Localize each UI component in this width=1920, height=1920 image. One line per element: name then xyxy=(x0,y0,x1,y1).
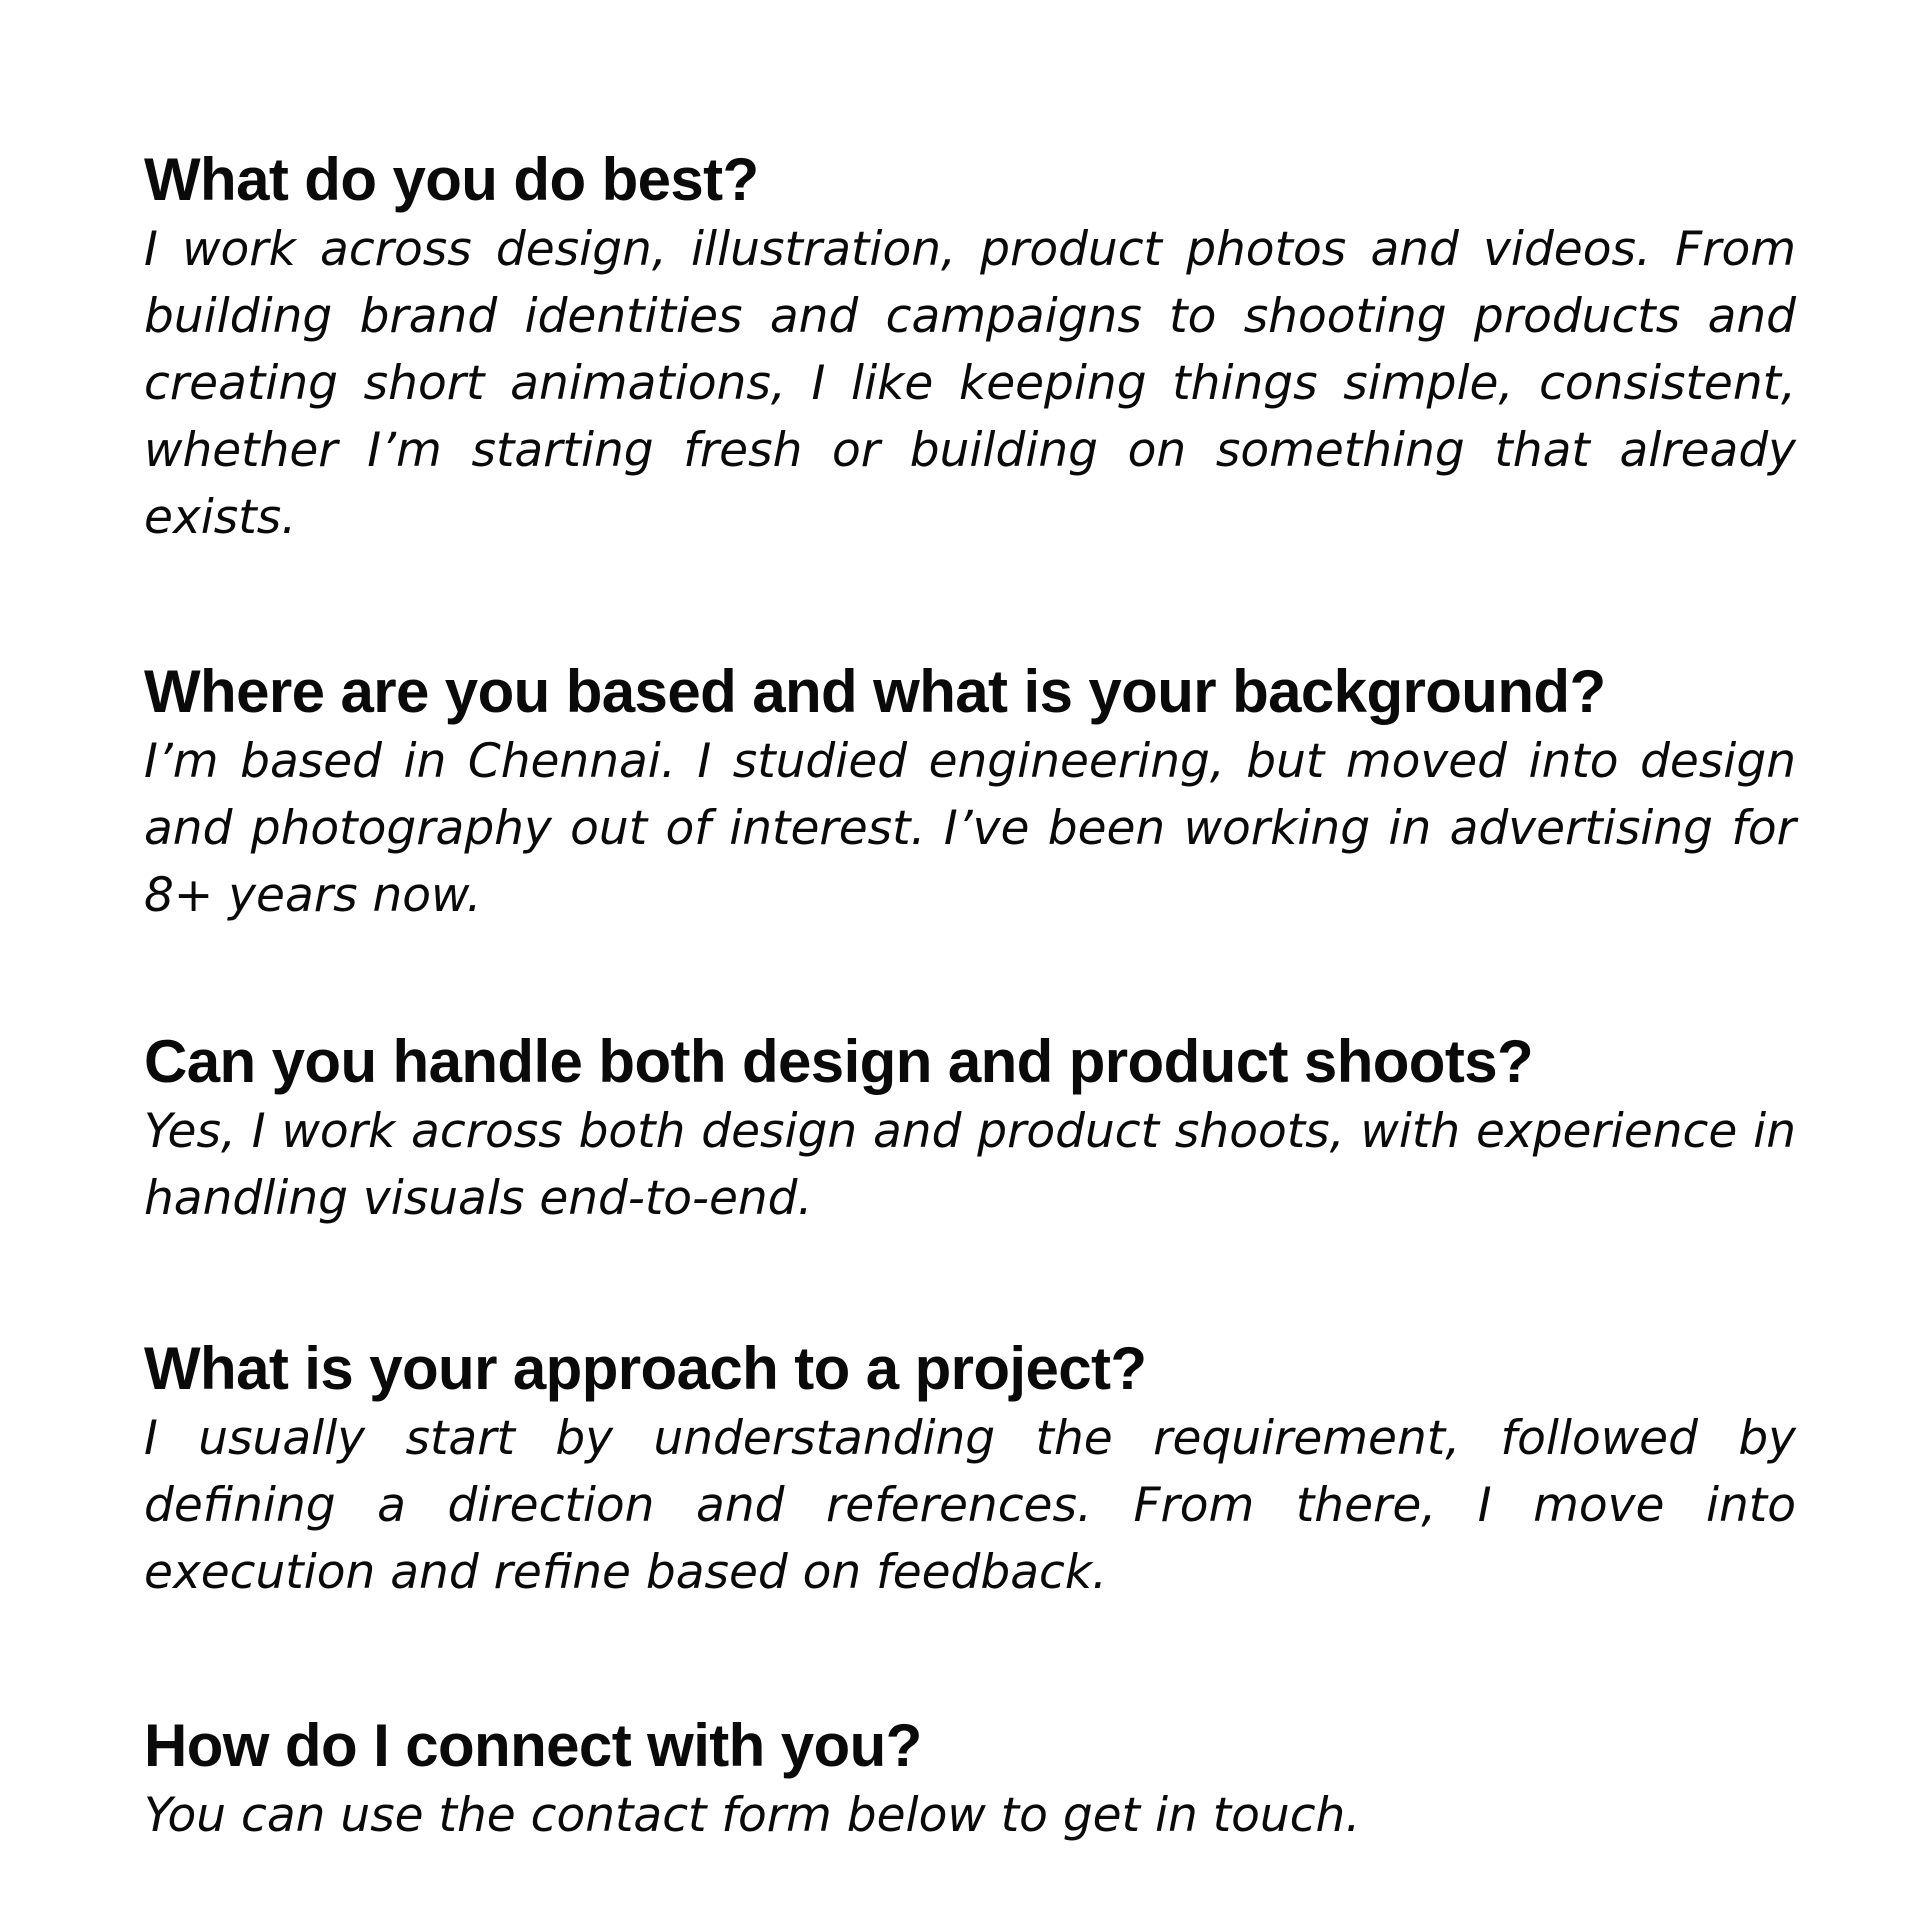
faq-question: What is your approach to a project? xyxy=(144,1335,1147,1402)
faq-question: Where are you based and what is your background? xyxy=(144,658,1606,725)
faq-item-where-based xyxy=(144,658,1796,929)
faq-question: What do you do best? xyxy=(144,146,759,213)
faq-item-approach xyxy=(144,1335,1796,1606)
faq-question: Can you handle both design and product shoots? xyxy=(144,1028,1534,1095)
faq-answer: You can use the contact form below to get in touch. xyxy=(144,1788,1361,1843)
faq-answer: I usually start by understanding the requirement, followed by defining a direction and references. From there, I move into execution and refine based on feedback. xyxy=(144,1411,1796,1600)
faq-answer: Yes, I work across both design and product shoots, with experience in handling visuals end-to-end. xyxy=(144,1104,1796,1226)
faq-item-what-do-you-do-best xyxy=(144,146,1796,551)
faq-answer: I’m based in Chennai. I studied engineering, but moved into design and photography out of interest. I’ve been working in advertising for 8+ years now. xyxy=(144,734,1796,923)
faq-answer: I work across design, illustration, product photos and videos. From building brand identities and campaigns to shooting products and creating short animations, I like keeping things simple, consistent, whether I’m starting fresh or building on something that already exists. xyxy=(144,222,1796,545)
faq-item-connect xyxy=(144,1712,1796,1849)
faq-item-design-and-shoots xyxy=(144,1028,1796,1232)
faq-question: How do I connect with you? xyxy=(144,1712,922,1779)
